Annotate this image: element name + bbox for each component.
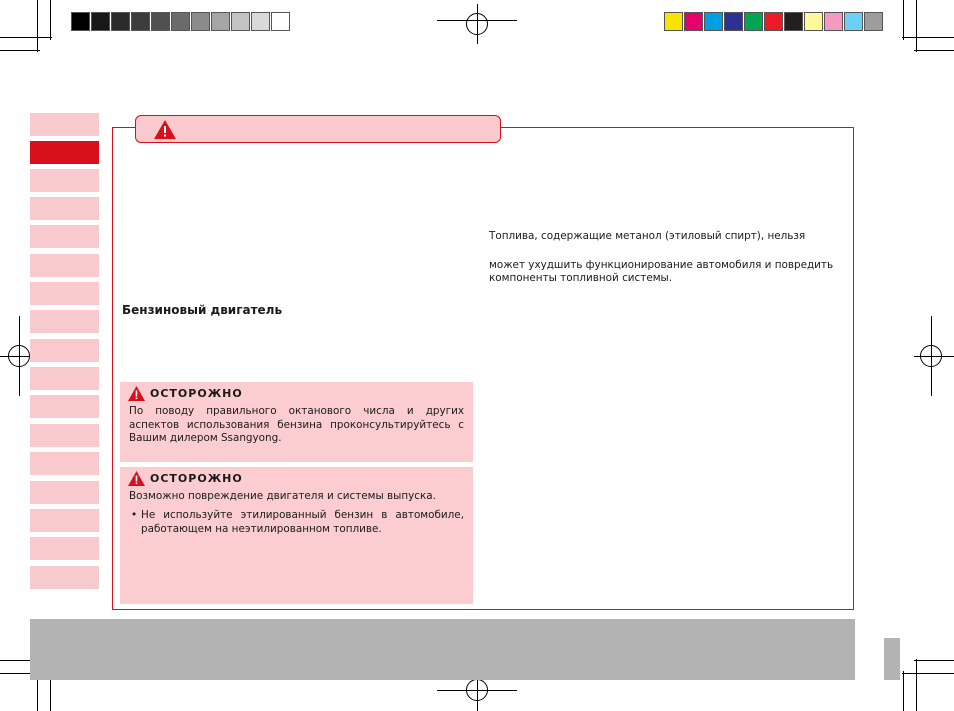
footer-bar bbox=[30, 619, 855, 680]
gray-swatch bbox=[191, 12, 210, 31]
chapter-tab[interactable] bbox=[30, 339, 99, 362]
section-heading: Бензиновый двигатель bbox=[122, 303, 283, 317]
color-swatch bbox=[824, 12, 843, 31]
gray-swatch bbox=[151, 12, 170, 31]
chapter-tab[interactable] bbox=[30, 367, 99, 390]
caution-box bbox=[120, 382, 473, 462]
chapter-tab[interactable] bbox=[30, 113, 99, 136]
chapter-tab[interactable] bbox=[30, 509, 99, 532]
chapter-tab-active[interactable] bbox=[30, 141, 99, 164]
chapter-tab[interactable] bbox=[30, 452, 99, 475]
caution-box bbox=[120, 467, 473, 604]
caution-title: ОСТОРОЖНО bbox=[150, 387, 243, 400]
chapter-tab[interactable] bbox=[30, 254, 99, 277]
fuel-note-line-1: Топлива, содержащие метанол (этиловый спирт), нельзя bbox=[489, 230, 806, 242]
gray-swatch bbox=[211, 12, 230, 31]
gray-swatch bbox=[91, 12, 110, 31]
caution-title: ОСТОРОЖНО bbox=[150, 472, 243, 485]
color-swatch bbox=[764, 12, 783, 31]
fuel-note-line-3: компоненты топливной системы. bbox=[489, 272, 673, 284]
color-swatch bbox=[784, 12, 803, 31]
color-swatch bbox=[844, 12, 863, 31]
warning-triangle-icon bbox=[154, 120, 176, 139]
gray-swatch bbox=[171, 12, 190, 31]
chapter-tab[interactable] bbox=[30, 169, 99, 192]
chapter-tab[interactable] bbox=[30, 481, 99, 504]
chapter-tab[interactable] bbox=[30, 566, 99, 589]
chapter-tab[interactable] bbox=[30, 537, 99, 560]
gray-swatch bbox=[251, 12, 270, 31]
fuel-note-line-2: может ухудшить функционирование автомобиля и повредить bbox=[489, 259, 834, 271]
section-warning-bar bbox=[135, 115, 501, 143]
gray-swatch bbox=[271, 12, 290, 31]
gray-swatch bbox=[111, 12, 130, 31]
gray-swatch bbox=[231, 12, 250, 31]
color-swatch bbox=[804, 12, 823, 31]
color-swatch bbox=[744, 12, 763, 31]
gray-swatch bbox=[131, 12, 150, 31]
chapter-tab[interactable] bbox=[30, 395, 99, 418]
color-swatch bbox=[704, 12, 723, 31]
chapter-tab[interactable] bbox=[30, 282, 99, 305]
color-swatch bbox=[864, 12, 883, 31]
bullet: • bbox=[131, 509, 138, 521]
page-number-tab bbox=[884, 638, 900, 680]
color-swatch bbox=[684, 12, 703, 31]
chapter-tab[interactable] bbox=[30, 424, 99, 447]
chapter-tab[interactable] bbox=[30, 197, 99, 220]
gray-swatch bbox=[71, 12, 90, 31]
caution-text: По поводу правильного октанового числа и других аспектов использования бензина проконсультируйтесь с Вашим дилером Ssangyong. bbox=[129, 405, 464, 444]
color-swatch bbox=[724, 12, 743, 31]
warning-triangle-icon bbox=[128, 386, 145, 401]
warning-triangle-icon bbox=[128, 471, 145, 486]
caution-bullet-text: Не используйте этилированный бензин в автомобиле, работающем на неэтилированном топливе. bbox=[141, 509, 464, 535]
chapter-tab[interactable] bbox=[30, 310, 99, 333]
caution-text: Возможно повреждение двигателя и системы выпуска. bbox=[129, 490, 436, 502]
color-swatch bbox=[664, 12, 683, 31]
chapter-tab[interactable] bbox=[30, 225, 99, 248]
